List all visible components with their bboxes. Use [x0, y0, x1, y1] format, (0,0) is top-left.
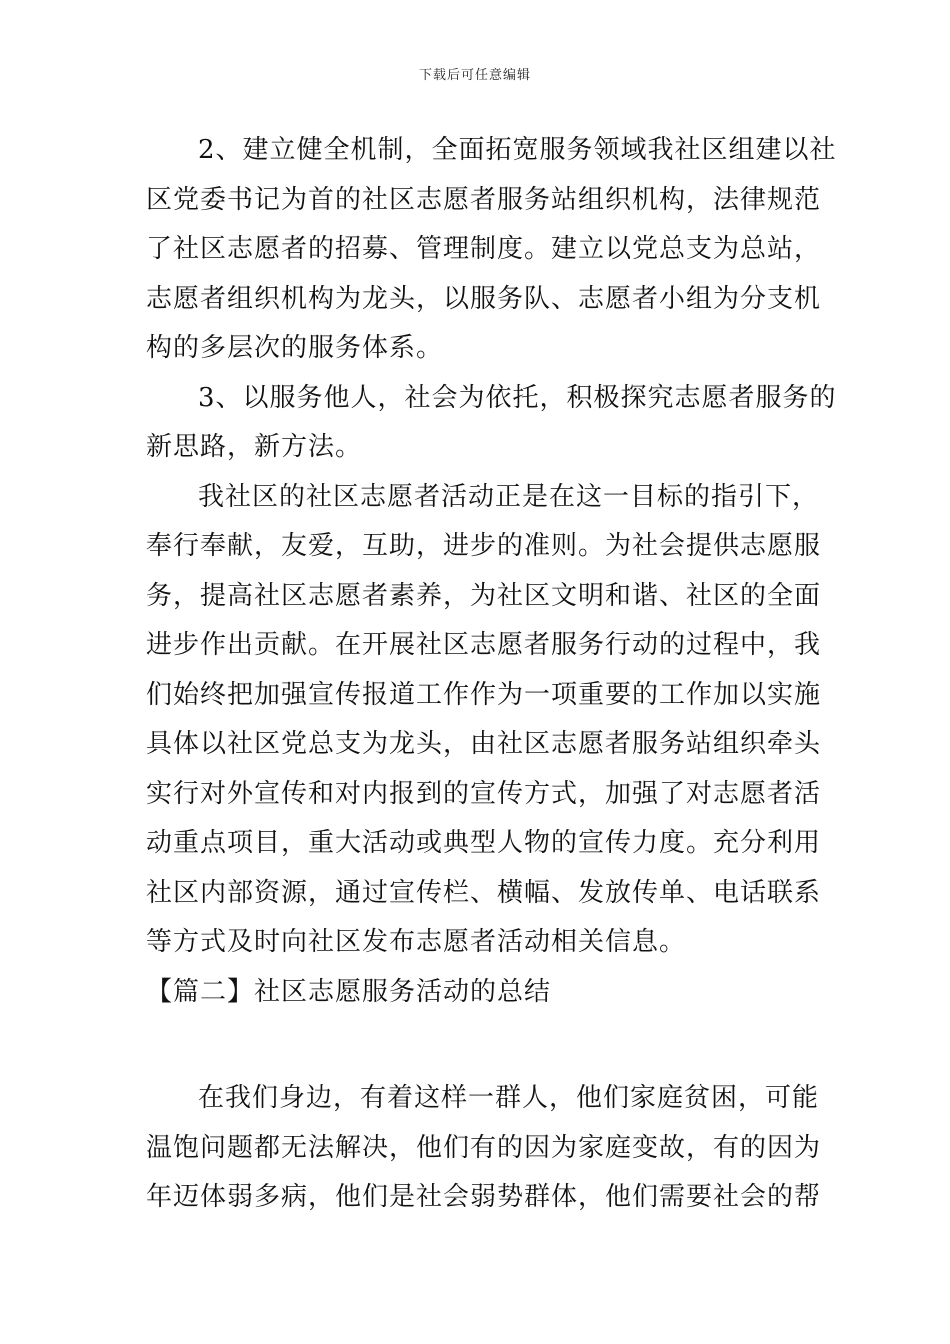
- text-line: 了社区志愿者的招募、管理制度。建立以党总支为总站，: [146, 234, 822, 264]
- text-line: 区党委书记为首的社区志愿者服务站组织机构，法律规范: [146, 184, 822, 215]
- paragraph-closing: [146, 1074, 822, 1223]
- text-line: 动重点项目，重大活动或典型人物的宣传力度。充分利用: [146, 828, 822, 858]
- text-line: 奉行奉献，友爱，互助，进步的准则。为社会提供志愿服: [146, 531, 822, 561]
- text-line: 新思路，新方法。: [146, 432, 363, 462]
- text-line: 务，提高社区志愿者素养，为社区文明和谐、社区的全面: [146, 580, 822, 611]
- text-line: 我社区的社区志愿者活动正是在这一目标的指引下，: [198, 481, 820, 512]
- text-line: 具体以社区党总支为龙头，由社区志愿者服务站组织牵头: [146, 729, 822, 759]
- paragraph-new-methods: [146, 374, 837, 473]
- text-line: 构的多层次的服务体系。: [146, 333, 444, 363]
- text-line: 进步作出贡献。在开展社区志愿者服务行动的过程中，我: [146, 630, 822, 660]
- text-line: 在我们身边，有着这样一群人，他们家庭贫困，可能: [198, 1083, 820, 1113]
- paragraph-mechanism: [146, 126, 837, 374]
- text-line: 年迈体弱多病，他们是社会弱势群体，他们需要社会的帮: [146, 1182, 822, 1212]
- page-header-note: 下载后可任意编辑: [418, 68, 531, 83]
- document-body: [146, 126, 837, 1223]
- text-line: 们始终把加强宣传报道工作作为一项重要的工作加以实施: [146, 679, 822, 710]
- paragraph-activities: [146, 473, 822, 968]
- text-line: 等方式及时向社区发布志愿者活动相关信息。: [146, 927, 687, 957]
- section-title: 【篇二】社区志愿服务活动的总结: [146, 976, 552, 1007]
- text-line: 3、以服务他人，社会为依托，积极探究志愿者服务的: [198, 382, 837, 413]
- text-line: 2、建立健全机制，全面拓宽服务领域我社区组建以社: [198, 135, 837, 165]
- text-line: 温饱问题都无法解决，他们有的因为家庭变故，有的因为: [146, 1132, 822, 1163]
- text-line: 社区内部资源，通过宣传栏、横幅、发放传单、电话联系: [146, 877, 822, 908]
- text-line: 志愿者组织机构为龙头，以服务队、志愿者小组为分支机: [146, 283, 822, 314]
- section-spacer: [146, 1017, 808, 1074]
- text-line: 实行对外宣传和对内报到的宣传方式，加强了对志愿者活: [146, 778, 822, 809]
